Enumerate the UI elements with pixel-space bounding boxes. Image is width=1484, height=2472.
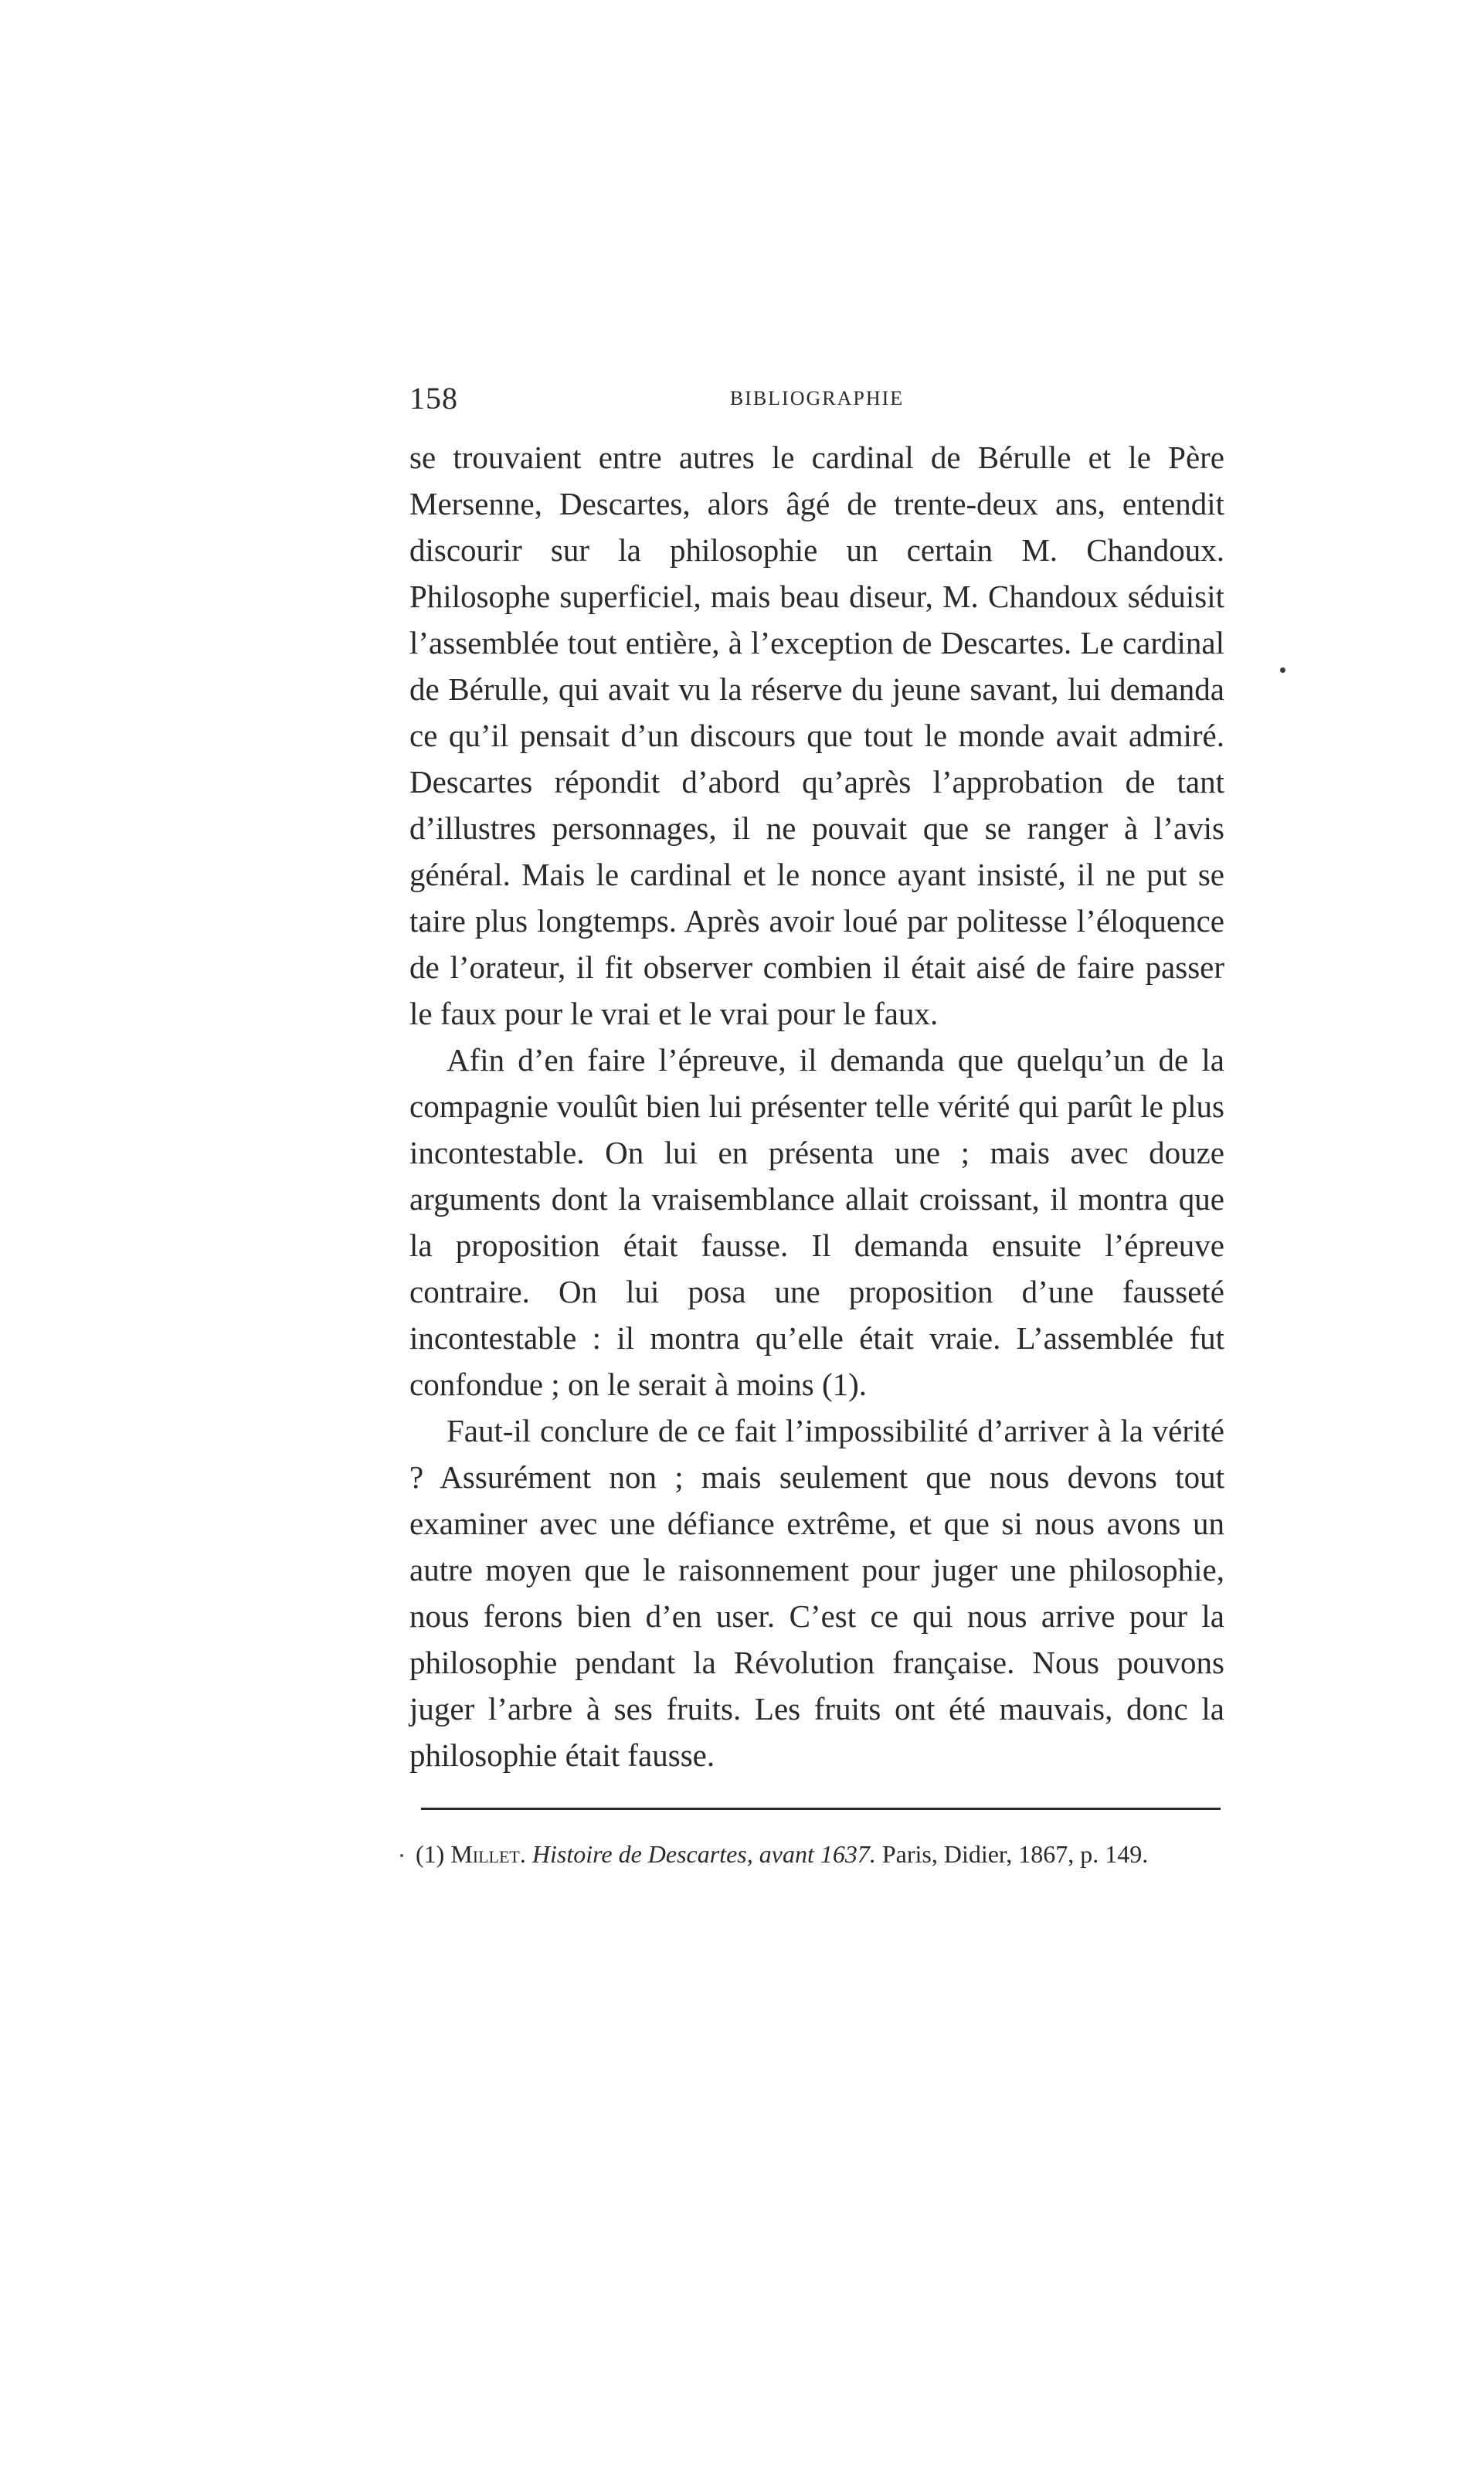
paragraph-2: Afin d’en faire l’épreuve, il demanda que quelqu’un de la compagnie voulût bien lui présenter telle vérité qui parût le plus incontestable. On lui en présenta une ; mais avec douze arguments dont la vraisemblance allait croissant, il montra que la proposition était fausse. Il demanda ensuite l’épreuve contraire. On lui posa une proposition d’une fausseté incontestable : il montra qu’elle était vraie. L’assemblée fut confondue ; on le serait à moins (1). — [409, 1042, 1224, 1402]
page-header — [409, 379, 1224, 419]
paragraph-1: se trouvaient entre autres le cardinal de Bérulle et le Père Mersenne, Descartes, alors âgé de trente-deux ans, entendit discourir sur la philosophie un certain M. Chandoux. Philosophe superficiel, mais beau diseur, M. Chandoux séduisit l’assemblée tout entière, à l’exception de Descartes. Le cardinal de Bérulle, qui avait vu la réserve du jeune savant, lui demanda ce qu’il pensait d’un discours que tout le monde avait admiré. Descartes répondit d’abord qu’après l’approbation de tant d’illustres personnages, il ne pouvait que se ranger à l’avis général. Mais le cardinal et le nonce ayant insisté, il ne put se taire plus longtemps. Après avoir loué par politesse l’éloquence de l’orateur, il fit observer combien il était aisé de faire passer le faux pour le vrai et le vrai pour le faux. — [409, 440, 1224, 1031]
footnote-marker: (1) — [416, 1840, 445, 1868]
footnote-publication: Paris, Didier, 1867, p. 149. — [881, 1840, 1149, 1868]
footnote-author: Millet. — [450, 1840, 526, 1868]
footnote-title: Histoire de Descartes, avant 1637. — [531, 1840, 876, 1868]
page-number: 158 — [409, 381, 458, 416]
body-text — [409, 434, 1224, 1778]
footnote-divider — [421, 1808, 1221, 1810]
paragraph-3: Faut-il conclure de ce fait l’impossibilité d’arriver à la vérité ? Assurément non ; mais seulement que nous devons tout examiner avec une défiance extrême, et que si nous avons un autre moyen que le raisonnement pour juger une philosophie, nous ferons bien d’en user. C’est ce qui nous arrive pour la philosophie pendant la Révolution française. Nous pouvons juger l’arbre à ses fruits. Les fruits ont été mauvais, donc la philosophie était fausse. — [409, 1413, 1224, 1773]
footnote — [416, 1837, 1234, 1871]
margin-mark — [1280, 667, 1285, 673]
running-title: BIBLIOGRAPHIE — [729, 387, 905, 409]
footnote-margin-mark — [400, 1854, 403, 1857]
